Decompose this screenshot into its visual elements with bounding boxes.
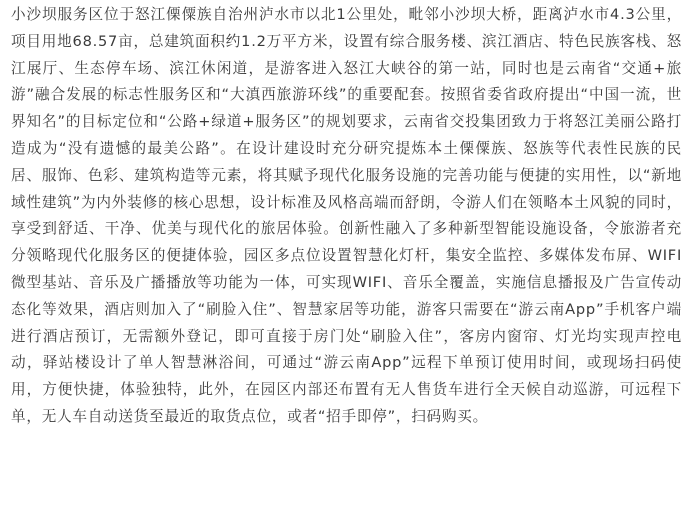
article-paragraph: 小沙坝服务区位于怒江傈僳族自治州泸水市以北1公里处，毗邻小沙坝大桥，距离泸水市4.3公里，项目用地68.57亩，总建筑面积约1.2万平方米，设置有综合服务楼、滨江酒店、特色民族客栈、怒江展厅、生态停车场、滨江休闲道，是游客进入怒江大峡谷的第一站，同时也是云南省“交通+旅游”融合发展的标志性服务区和“大滇西旅游环线”的重要配套。按照省委省政府提出“中国一流，世界知名”的目标定位和“公路+绿道+服务区”的规划要求，云南省交投集团致力于将怒江美丽公路打造成为“没有遗憾的最美公路”。在设计建设时充分研究提炼本土傈僳族、怒族等代表性民族的民居、服饰、色彩、建筑构造等元素，将其赋予现代化服务设施的完善功能与便捷的实用性，以“新地域性建筑”为内外装修的核心思想，设计标准及风格高端而舒朗，令游人们在领略本土风貌的同时，享受到舒适、干净、优美与现代化的旅居体验。创新性融入了多种新型智能设施设备，令旅游者充分领略现代化服务区的便捷体验，园区多点位设置智慧化灯杆，集安全监控、多媒体发布屏、WIFI微型基站、音乐及广播播放等功能为一体，可实现WIFI、音乐全覆盖，实施信息播报及广告宣传动态化等效果，酒店则加入了“刷脸入住”、智慧家居等功能，游客只需要在“游云南App”手机客户端进行酒店预订，无需额外登记，即可直接于房门处“刷脸入住”，客房内窗帘、灯光均实现声控电动，驿站楼设计了单人智慧淋浴间，可通过“游云南App”远程下单预订使用时间，或现场扫码使用，方便快捷，体验独特，此外，在园区内部还布置有无人售货车进行全天候自动巡游，可远程下单，无人车自动送货至最近的取货点位，或者“招手即停”，扫码购买。 [11, 6, 682, 425]
